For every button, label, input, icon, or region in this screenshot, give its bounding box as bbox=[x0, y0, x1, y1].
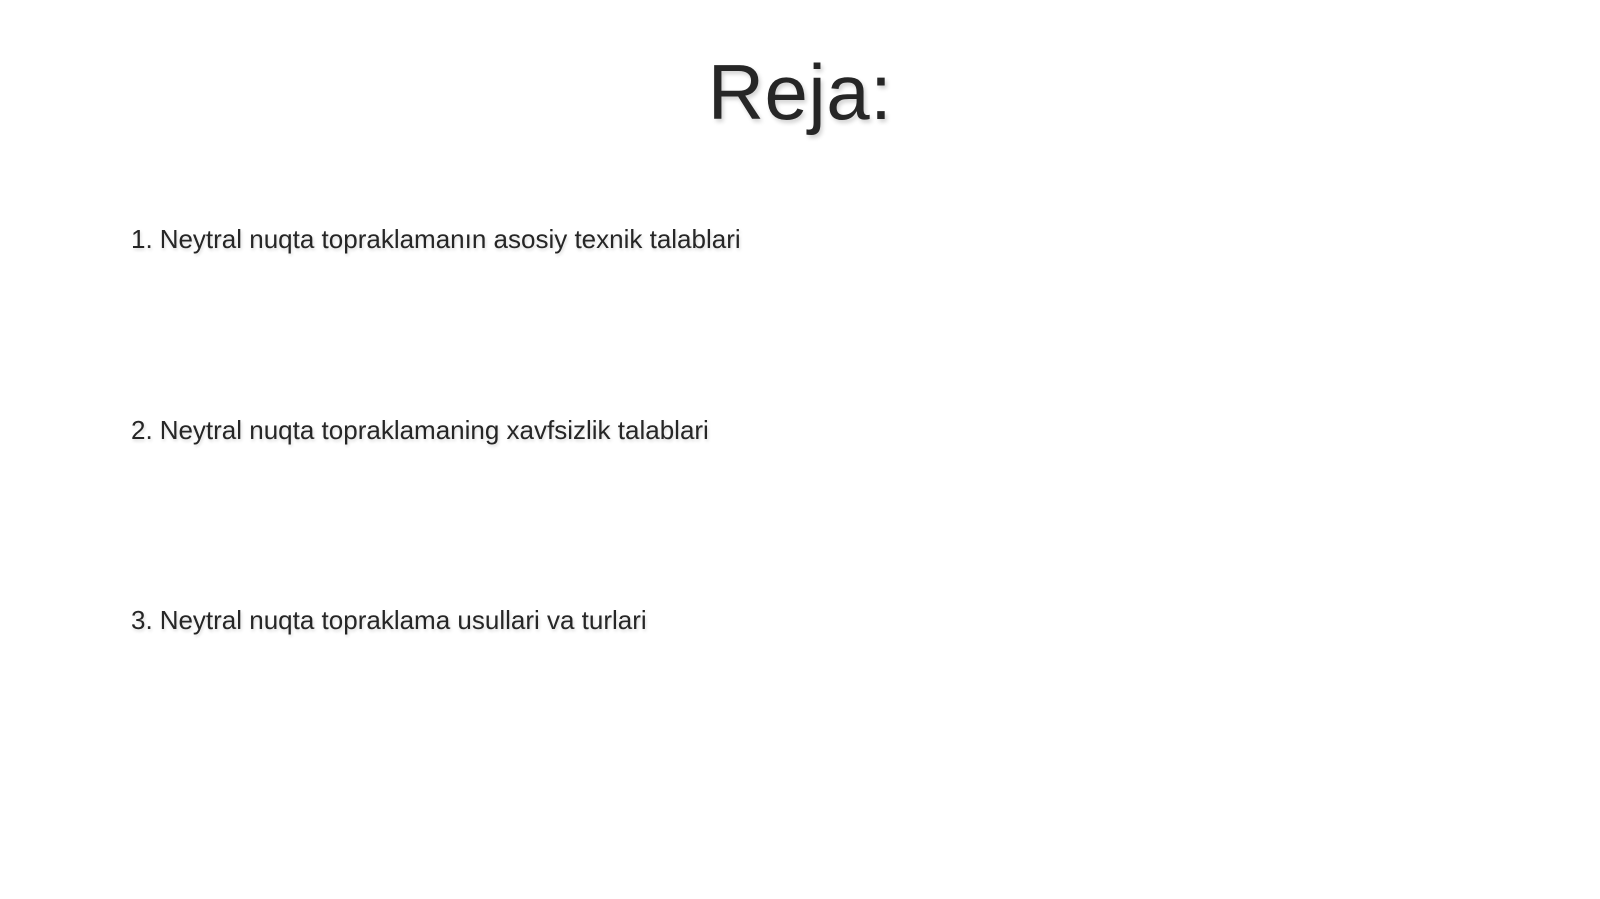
slide-title: Reja: bbox=[707, 48, 893, 136]
plan-item-2 bbox=[131, 413, 1431, 447]
plan-item-number: 2. bbox=[131, 415, 153, 445]
plan-item-number: 3. bbox=[131, 605, 153, 635]
plan-item-text: Neytral nuqta topraklama usullari va turlari bbox=[159, 605, 647, 635]
plan-item-1 bbox=[131, 222, 1431, 256]
plan-item-text: Neytral nuqta topraklamanın asosiy texnik talablari bbox=[159, 224, 741, 254]
plan-item-3 bbox=[131, 603, 1431, 637]
plan-item-number: 1. bbox=[131, 224, 153, 254]
plan-item-text: Neytral nuqta topraklamaning xavfsizlik talablari bbox=[159, 415, 709, 445]
